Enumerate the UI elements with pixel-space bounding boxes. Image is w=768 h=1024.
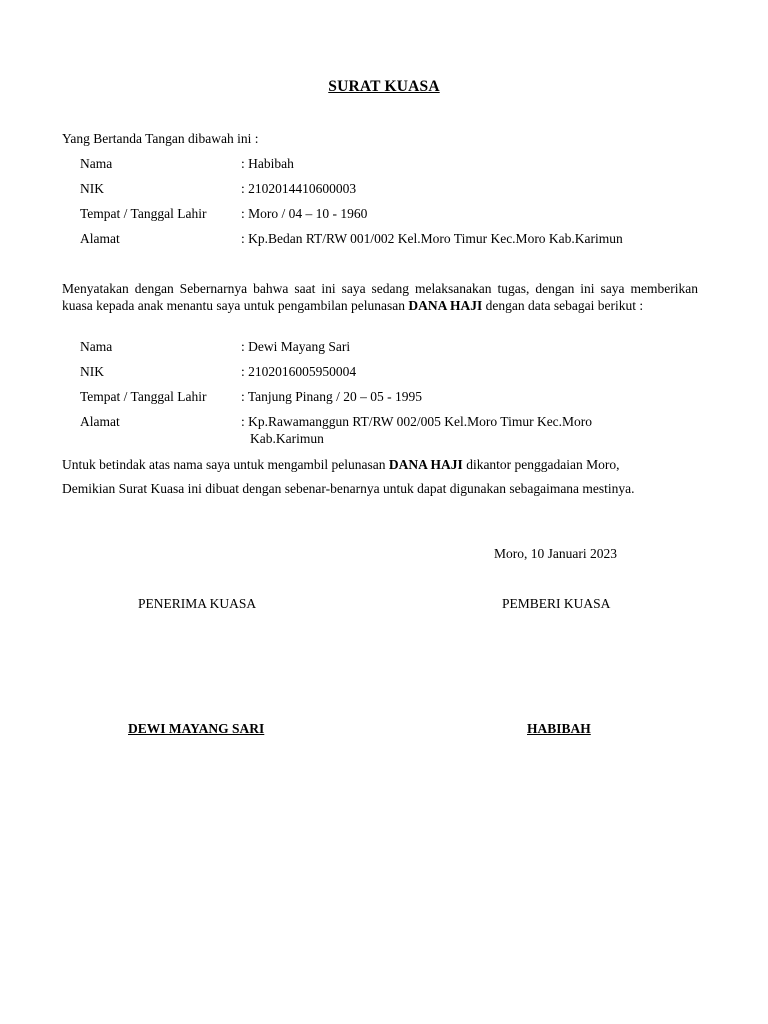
statement-bold-text: DANA HAJI xyxy=(408,298,483,313)
purpose-text-2: dikantor penggadaian Moro, xyxy=(462,457,620,472)
closing-paragraph: Demikian Surat Kuasa ini dibuat dengan sebenar-benarnya untuk dapat digunakan sebagaimana mestinya. xyxy=(62,481,635,496)
grantee-alamat-value xyxy=(241,413,699,447)
grantee-nik-label: NIK xyxy=(80,364,104,379)
purpose-bold-text: DANA HAJI xyxy=(388,457,463,472)
grantor-nik-value: : 2102014410600003 xyxy=(241,181,357,196)
purpose-text-1: Untuk betindak atas nama saya untuk mengambil pelunasan xyxy=(62,457,389,472)
statement-text-1: Menyatakan dengan Sebernarnya bahwa saat ini saya sedang melaksanakan tugas, dengan ini saya memberikan kuasa kepada anak menantu saya untuk pengambilan pelunasan xyxy=(62,281,698,313)
grantor-nama-label: Nama xyxy=(80,156,113,171)
grantor-alamat-value: : Kp.Bedan RT/RW 001/002 Kel.Moro Timur Kec.Moro Kab.Karimun xyxy=(241,231,623,246)
statement-paragraph xyxy=(62,280,698,314)
intro-text: Yang Bertanda Tangan dibawah ini : xyxy=(62,131,259,146)
grantor-nik-label: NIK xyxy=(80,181,104,196)
grantor-alamat-label: Alamat xyxy=(80,231,120,246)
statement-text-2: dengan data sebagai berikut : xyxy=(482,298,644,313)
document-title: SURAT KUASA xyxy=(328,78,440,95)
giver-name: HABIBAH xyxy=(527,721,591,736)
grantee-alamat-line-2: Kab.Karimun xyxy=(250,431,324,446)
grantee-nik-value: : 2102016005950004 xyxy=(241,364,357,379)
grantor-ttl-label: Tempat / Tanggal Lahir xyxy=(80,206,207,221)
grantor-ttl-value: : Moro / 04 – 10 - 1960 xyxy=(241,206,368,221)
purpose-paragraph xyxy=(62,456,698,473)
grantee-ttl-label: Tempat / Tanggal Lahir xyxy=(80,389,207,404)
grantee-ttl-value: : Tanjung Pinang / 20 – 05 - 1995 xyxy=(241,389,423,404)
grantee-nama-label: Nama xyxy=(80,339,113,354)
grantee-alamat-label: Alamat xyxy=(80,414,120,429)
grantee-nama-value: : Dewi Mayang Sari xyxy=(241,339,351,354)
grantor-nama-value: : Habibah xyxy=(241,156,294,171)
giver-title: PEMBERI KUASA xyxy=(502,596,611,611)
receiver-title: PENERIMA KUASA xyxy=(138,596,257,611)
receiver-name: DEWI MAYANG SARI xyxy=(128,721,265,736)
grantee-alamat-line-1: : Kp.Rawamanggun RT/RW 002/005 Kel.Moro Timur Kec.Moro xyxy=(241,414,593,429)
place-date: Moro, 10 Januari 2023 xyxy=(494,546,617,561)
